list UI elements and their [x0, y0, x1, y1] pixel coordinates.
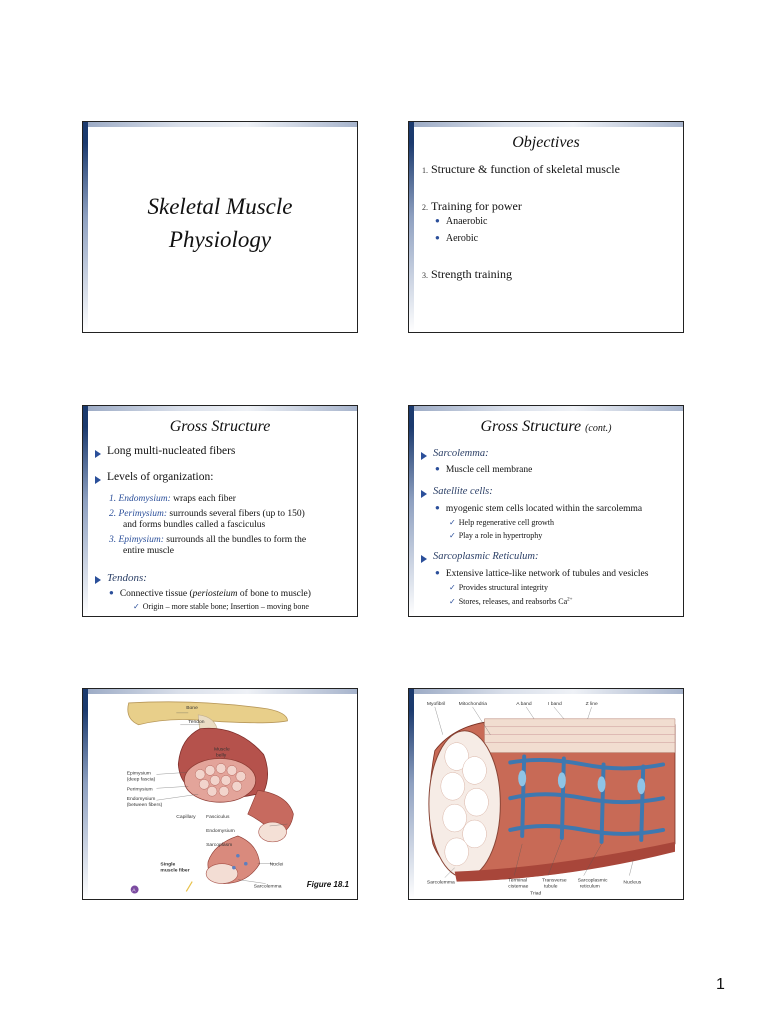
sr-text [435, 568, 648, 579]
badge-letter: A [132, 888, 136, 894]
bullet-text: Muscle cell membrane [445, 465, 533, 475]
label-deep-fascia: (deep fascia) [126, 777, 156, 783]
label-triad: Triad [530, 891, 542, 896]
label-sarcoplasmic: Sarcoplasmic [577, 878, 608, 884]
sarcolemma-text [435, 464, 532, 475]
level-text-cont: and forms bundles called a fasciculus [123, 520, 266, 530]
title-line-2: Physiology [168, 227, 272, 252]
figure-label: Figure 18.1 [306, 880, 349, 889]
sr-subitem [449, 597, 572, 606]
arrow-bullet-icon [95, 476, 101, 484]
title-text [83, 190, 357, 256]
satellite-subitem [449, 531, 542, 540]
checkmark-icon: ✓ [449, 518, 456, 527]
label-nuclei: Nuclei [269, 862, 284, 868]
level-item-2 [109, 509, 305, 531]
objective-text: Training for power [431, 199, 522, 213]
level-number: 2. [109, 509, 117, 519]
label-z-line: Z line [585, 701, 598, 707]
bullet-dot-icon: ● [435, 568, 440, 577]
label-endomysium-between: Endomysium [126, 797, 156, 803]
myofibril-figure [415, 695, 679, 895]
label-i-band: I band [547, 701, 562, 707]
label-sarcoplasm: Sarcoplasm [206, 842, 233, 848]
slide-figure-muscle [82, 688, 358, 900]
label-tubule: tubule [544, 884, 558, 890]
objective-number: 2. [422, 203, 428, 212]
slide-gross-structure-cont [408, 405, 684, 617]
label-capillary: Capillary [176, 815, 196, 821]
checkmark-icon: ✓ [449, 531, 456, 540]
objective-text: Strength training [431, 267, 512, 281]
objective-subitem [435, 216, 488, 227]
bullet-dot-icon: ● [435, 216, 440, 225]
page-number: 1 [716, 976, 725, 993]
muscle-anatomy-figure [89, 695, 353, 895]
tendons-text [109, 588, 311, 599]
sarcolemma-label: Sarcolemma: [433, 448, 489, 459]
sr-subitem [449, 583, 548, 592]
slide-heading [409, 418, 683, 436]
heading-text: Gross Structure [480, 418, 582, 435]
subitem-text: Aerobic [445, 233, 479, 244]
level-item-1 [109, 494, 236, 505]
label-muscle: Muscle [214, 747, 230, 753]
level-number: 1. [109, 494, 117, 504]
label-perimysium: Perimysium [126, 787, 153, 793]
objective-number: 3. [422, 271, 428, 280]
tendons-text-b: of bone to muscle) [237, 589, 311, 599]
bullet-text: Long multi-nucleated fibers [107, 445, 236, 457]
bullet-dot-icon: ● [435, 464, 440, 473]
objective-number: 1. [422, 166, 428, 175]
arrow-bullet-icon [95, 450, 101, 458]
level-text: surrounds several fibers (up to 150) [169, 509, 305, 519]
level-text: surrounds all the bundles to form the [166, 535, 307, 545]
satellite-label: Satellite cells: [433, 486, 493, 497]
checkmark-icon: ✓ [449, 583, 456, 592]
heading-suffix: (cont.) [585, 423, 612, 434]
label-reticulum: reticulum [579, 884, 600, 890]
striated-layer [484, 719, 675, 753]
label-myofibril: Myofibril [426, 701, 446, 707]
tendons-text-a: Connective tissue ( [119, 589, 193, 599]
subitem-text: Stores, releases, and reabsorbs Ca [458, 597, 568, 606]
label-muscle-fiber: muscle fiber [160, 868, 190, 874]
label-fasciculus: Fasciculus [206, 815, 230, 821]
objective-subitem [435, 233, 478, 244]
subitem-text: Origin – more stable bone; Insertion – moving bone [142, 602, 309, 611]
subitem-text: Play a role in hypertrophy [458, 531, 543, 540]
objective-text: Structure & function of skeletal muscle [431, 162, 620, 176]
bullet-dot-icon: ● [109, 588, 114, 597]
label-mitochondria: Mitochondria [458, 701, 488, 707]
pointer-mark [186, 882, 192, 892]
bullet-text: Extensive lattice-like network of tubules and vesicles [445, 569, 649, 579]
bullet-text: myogenic stem cells located within the sarcolemma [445, 504, 643, 514]
fasciculus-end [259, 822, 287, 842]
objective-item-2 [422, 199, 522, 214]
tendons-text-em: periosteium [192, 589, 238, 599]
label-belly: belly [216, 753, 227, 759]
arrow-bullet-icon [421, 555, 427, 563]
level-text-cont: entire muscle [123, 546, 174, 556]
slide-title [82, 121, 358, 333]
checkmark-icon: ✓ [133, 602, 140, 611]
subitem-text: Provides structural integrity [458, 583, 549, 592]
label-between-fibers: (between fibers) [126, 803, 163, 809]
label-nucleus: Nucleus [623, 880, 642, 886]
slide-heading: Gross Structure [169, 418, 271, 435]
label-a-band: A band [516, 701, 532, 707]
label-epimysium: Epimysium [126, 771, 151, 777]
label-transverse: Transverse [542, 878, 567, 884]
label-endomysium: Endomysium [206, 828, 235, 834]
tendons-subitem [133, 602, 309, 611]
tendons-label: Tendons: [107, 572, 147, 584]
bullet-text: Levels of organization: [107, 471, 214, 483]
level-term: Perimysium: [118, 509, 168, 519]
slide-figure-myofibril [408, 688, 684, 900]
level-term: Endomysium: [118, 494, 171, 504]
arrow-bullet-icon [421, 490, 427, 498]
slide-gross-structure [82, 405, 358, 617]
satellite-subitem [449, 518, 554, 527]
satellite-text [435, 503, 642, 514]
slide-objectives [408, 121, 684, 333]
arrow-bullet-icon [421, 452, 427, 460]
objective-item-1 [422, 162, 620, 177]
checkmark-icon: ✓ [449, 597, 456, 606]
arrow-bullet-icon [95, 576, 101, 584]
subitem-text: Anaerobic [445, 216, 488, 227]
subitem-text: Help regenerative cell growth [458, 518, 554, 527]
label-sarcolemma: Sarcolemma [426, 880, 455, 886]
label-single: Single [160, 862, 176, 868]
label-cisternae: cisternae [508, 884, 529, 890]
slide-heading: Objectives [512, 134, 580, 151]
label-sarcolemma: Sarcolemma [253, 884, 282, 890]
title-line-1: Skeletal Muscle [147, 194, 293, 219]
objective-item-3 [422, 267, 512, 282]
sr-label: Sarcoplasmic Reticulum: [433, 551, 539, 562]
superscript: 2+ [567, 597, 573, 603]
bullet-dot-icon: ● [435, 233, 440, 242]
label-tendon: Tendon [188, 719, 205, 725]
level-item-3 [109, 535, 306, 557]
bullet-dot-icon: ● [435, 503, 440, 512]
level-number: 3. [109, 535, 117, 545]
level-text: wraps each fiber [173, 494, 236, 504]
label-terminal: Terminal [508, 878, 528, 884]
level-term: Epimysium: [118, 535, 164, 545]
label-bone: Bone [186, 705, 198, 711]
